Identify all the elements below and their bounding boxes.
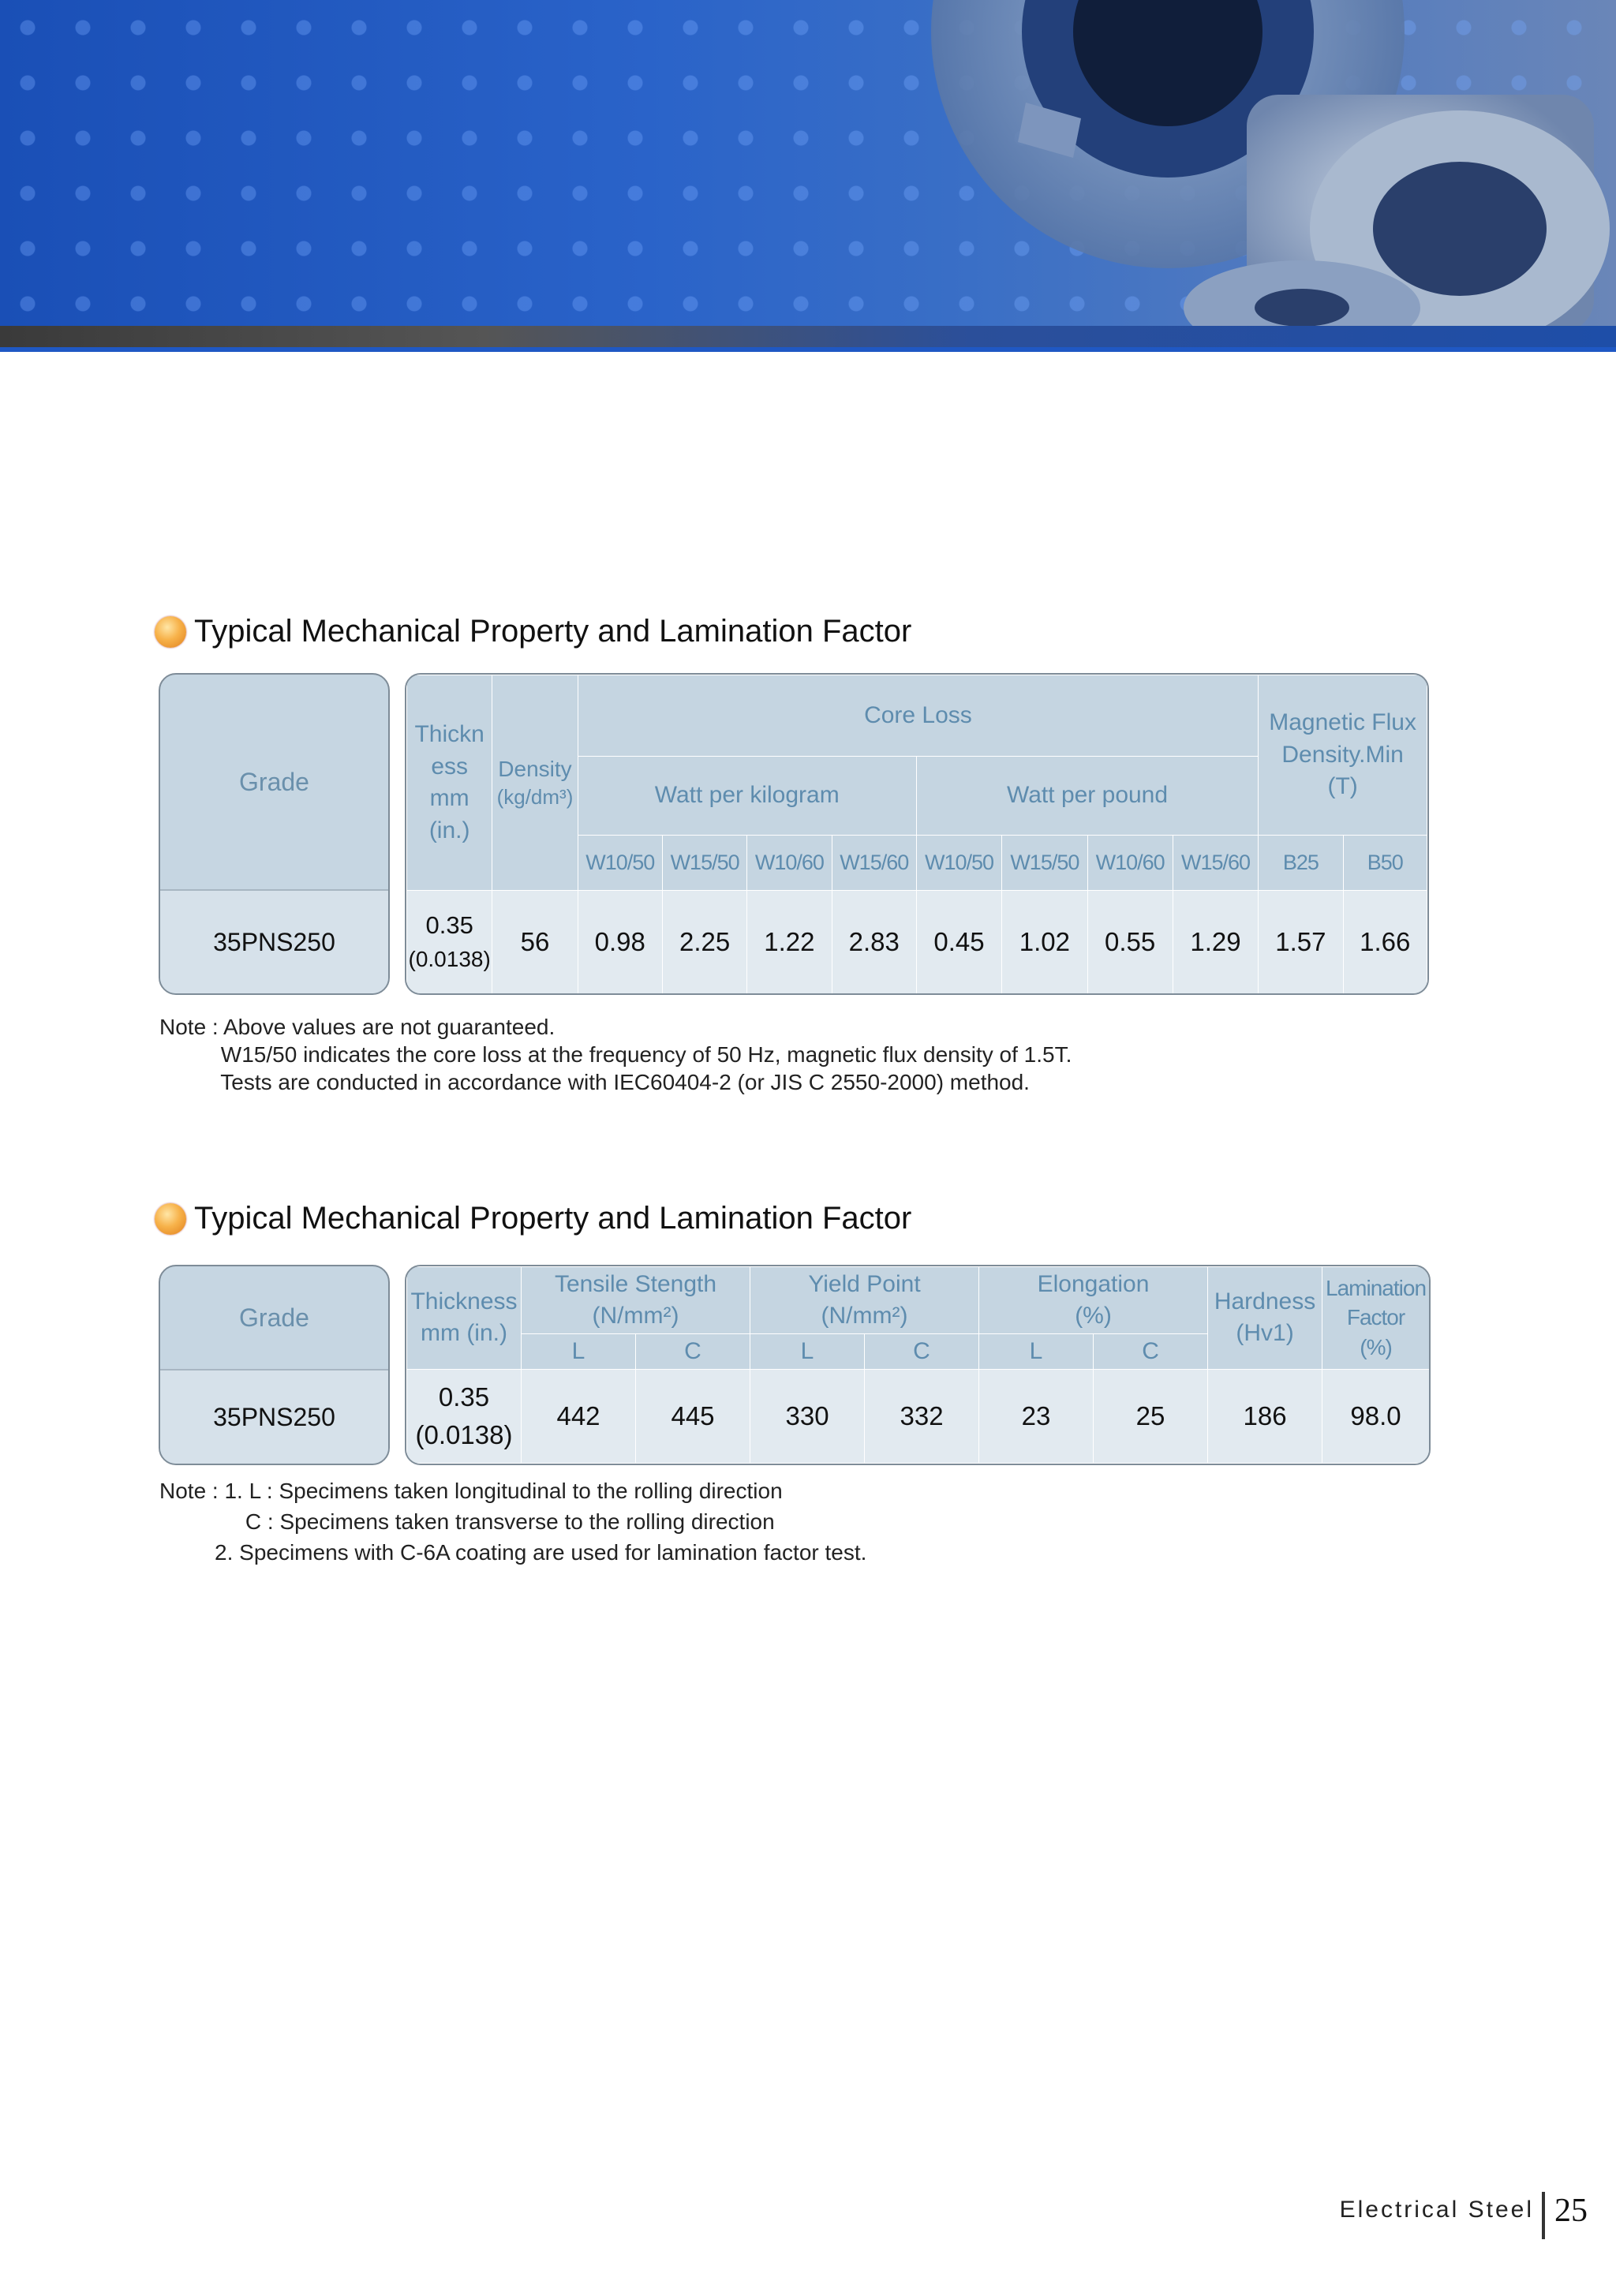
table-cell: 1.57 (1259, 891, 1343, 994)
section2-table (405, 1265, 1431, 1465)
table-cell: 25 (1094, 1369, 1208, 1463)
banner-underline (0, 347, 1616, 352)
table-cell: 0.55 (1087, 891, 1173, 994)
grade-header: Grade (239, 767, 309, 796)
sub-header: L (750, 1334, 865, 1370)
table-cell: 0.98 (578, 891, 662, 994)
core-loss-header: Core Loss (578, 675, 1259, 757)
hardness-header: Hardness (Hv1) (1208, 1267, 1322, 1370)
sub-header: C (1094, 1334, 1208, 1370)
sub-header: C (865, 1334, 979, 1370)
watt-per-kilogram-header: Watt per kilogram (578, 757, 916, 836)
note-line: C : Specimens taken transverse to the rolling direction (159, 1509, 775, 1534)
sub-header: W10/60 (1087, 836, 1173, 891)
table-row (407, 891, 1427, 994)
section1-table (405, 673, 1429, 995)
motor-core-image (0, 0, 1616, 330)
table-cell: 330 (750, 1369, 865, 1463)
note-line: Tests are conducted in accordance with IEC60404-2 (or JIS C 2550-2000) method. (159, 1070, 1030, 1094)
sub-header: W15/60 (832, 836, 916, 891)
sub-header: C (636, 1334, 750, 1370)
table-cell: 186 (1208, 1369, 1322, 1463)
sub-header: W10/60 (747, 836, 832, 891)
tensile-strength-header: Tensile Stength (N/mm²) (522, 1267, 750, 1334)
table-cell: 0.45 (916, 891, 1001, 994)
thickness-header: Thickn ess mm (in.) (407, 675, 492, 891)
thickness-value: 0.35 (0.0138) (407, 891, 492, 994)
section2-notes (159, 1475, 866, 1568)
footer-divider (1542, 2192, 1545, 2239)
sub-header: B50 (1343, 836, 1427, 891)
table-cell: 2.25 (662, 891, 746, 994)
sub-header: W15/60 (1173, 836, 1258, 891)
table-cell: 23 (979, 1369, 1094, 1463)
sub-header: L (979, 1334, 1094, 1370)
yield-point-header: Yield Point (N/mm²) (750, 1267, 979, 1334)
sub-header: W15/50 (662, 836, 746, 891)
grade-value: 35PNS250 (160, 1369, 388, 1464)
orange-bullet-icon (155, 1203, 186, 1235)
thickness-header: Thickness mm (in.) (407, 1267, 522, 1370)
flux-density-header: Magnetic Flux Density.Min (T) (1259, 675, 1427, 836)
table-cell: 98.0 (1322, 1369, 1430, 1463)
table-cell: 2.83 (832, 891, 916, 994)
note-line: W15/50 indicates the core loss at the frequency of 50 Hz, magnetic flux density of 1.5T. (159, 1042, 1072, 1067)
density-header: Density (kg/dm³) (492, 675, 578, 891)
section1-title-text: Typical Mechanical Property and Lamination Factor (194, 614, 912, 649)
section2-title-text: Typical Mechanical Property and Lamination Factor (194, 1201, 912, 1236)
footer-label: Electrical Steel (1339, 2197, 1534, 2223)
section1-notes (159, 1013, 1072, 1096)
grade-header: Grade (239, 1303, 309, 1332)
header-banner (0, 0, 1616, 330)
density-value: 56 (492, 891, 578, 994)
orange-bullet-icon (155, 616, 186, 648)
watt-per-pound-header: Watt per pound (916, 757, 1258, 836)
note-line: 2. Specimens with C-6A coating are used for lamination factor test. (159, 1540, 867, 1565)
thickness-value: 0.35 (0.0138) (407, 1369, 522, 1463)
table-cell: 1.22 (747, 891, 832, 994)
section1-title (155, 614, 911, 649)
note-line: Note : 1. L : Specimens taken longitudinal to the rolling direction (159, 1479, 783, 1503)
page-number: 25 (1554, 2193, 1588, 2229)
sub-header: W10/50 (916, 836, 1001, 891)
grade-value: 35PNS250 (160, 889, 388, 993)
table-cell: 1.29 (1173, 891, 1258, 994)
section2-title (155, 1201, 911, 1236)
section2-grade-box (159, 1265, 390, 1465)
table-cell: 445 (636, 1369, 750, 1463)
sub-header: W10/50 (578, 836, 662, 891)
note-line: Note : Above values are not guaranteed. (159, 1015, 556, 1039)
table-cell: 1.66 (1343, 891, 1427, 994)
table-cell: 442 (522, 1369, 636, 1463)
table-cell: 1.02 (1002, 891, 1087, 994)
sub-header: W15/50 (1002, 836, 1087, 891)
sub-header: L (522, 1334, 636, 1370)
elongation-header: Elongation (%) (979, 1267, 1208, 1334)
section1-grade-box (159, 673, 390, 995)
table-cell: 332 (865, 1369, 979, 1463)
page-footer (1221, 2192, 1616, 2239)
table-row (407, 1369, 1430, 1463)
sub-header: B25 (1259, 836, 1343, 891)
lamination-factor-header: Lamination Factor (%) (1322, 1267, 1430, 1370)
